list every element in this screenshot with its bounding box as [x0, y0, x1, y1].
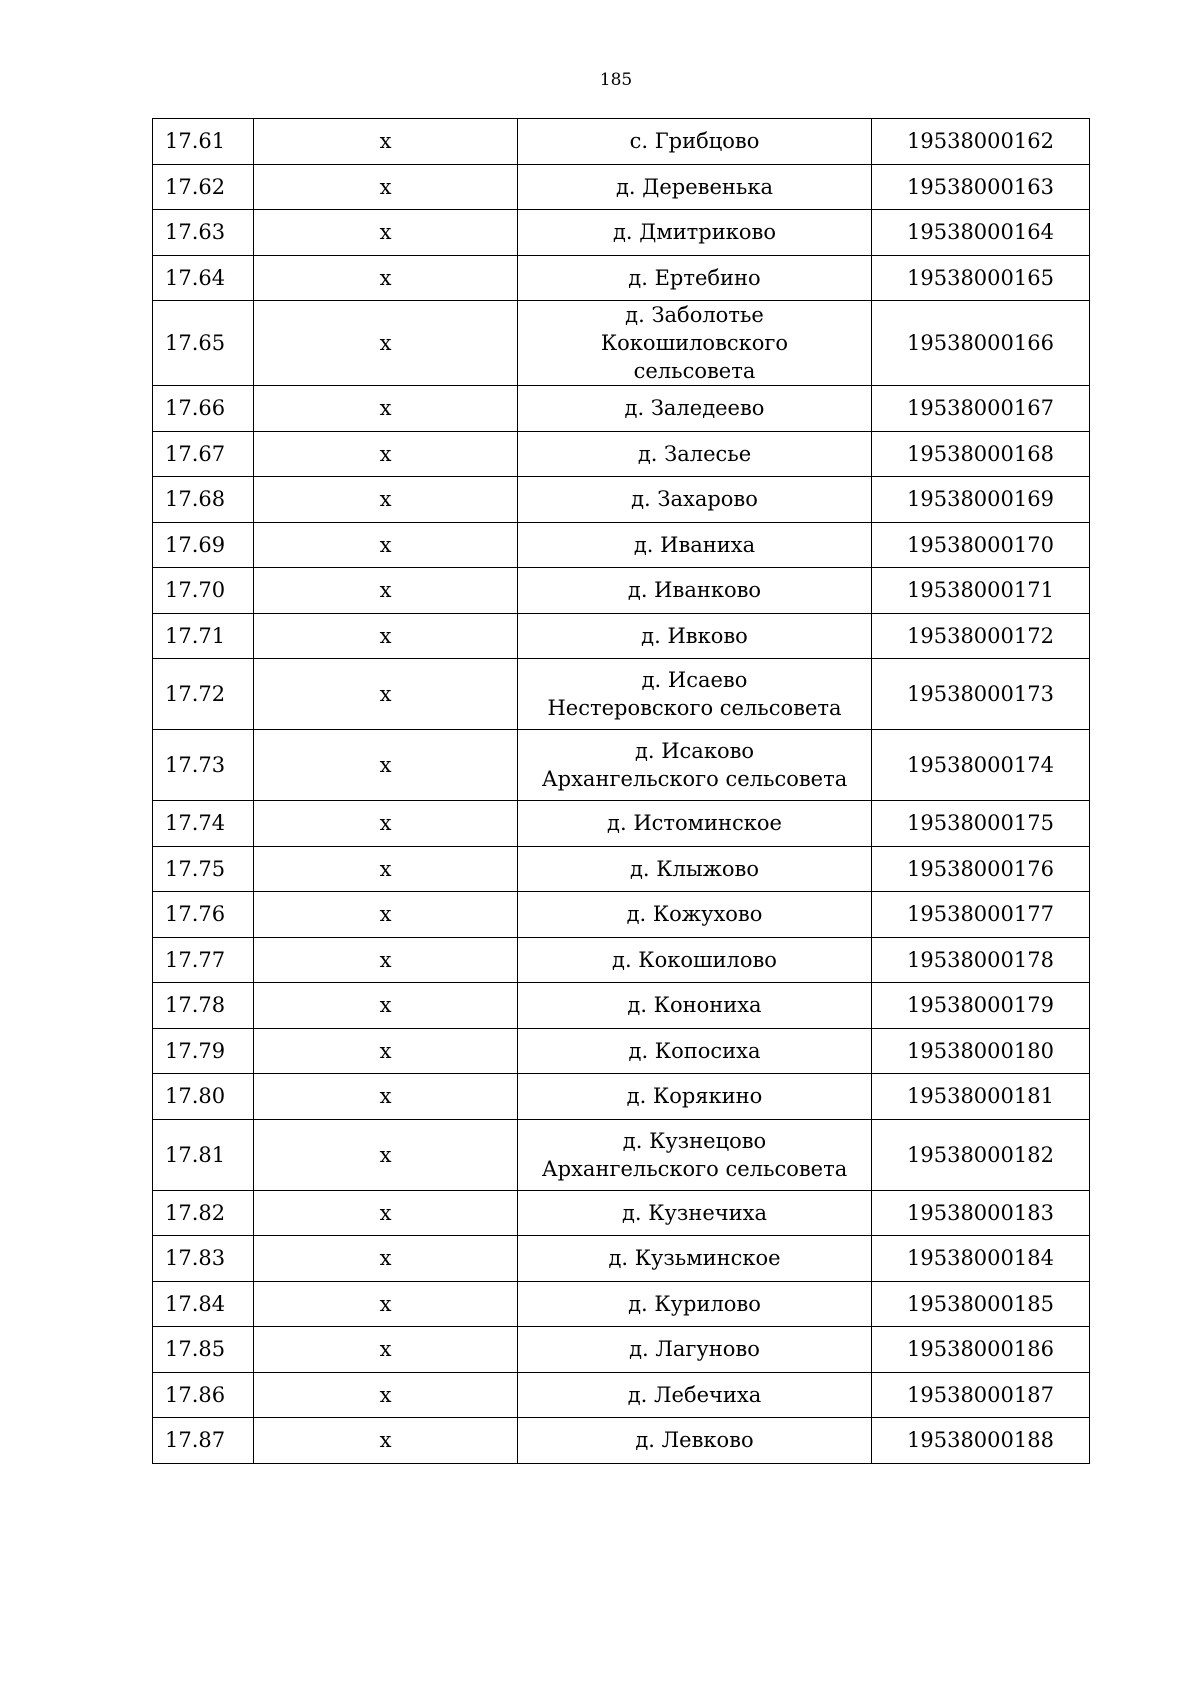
row-number: 17.75: [153, 846, 254, 892]
settlement-name: [518, 164, 872, 210]
table-row: [153, 892, 1090, 938]
settlement-code: 19538000184: [872, 1236, 1090, 1282]
table-body: [153, 119, 1090, 1464]
table-row: [153, 164, 1090, 210]
table-row: [153, 937, 1090, 983]
settlements-table: [152, 118, 1090, 1464]
settlement-name-line: д. Заледеево: [624, 396, 765, 421]
table-row: [153, 1236, 1090, 1282]
row-number: 17.85: [153, 1327, 254, 1373]
settlement-code: 19538000175: [872, 801, 1090, 847]
settlement-code: 19538000169: [872, 477, 1090, 523]
row-number: 17.67: [153, 431, 254, 477]
row-number: 17.72: [153, 659, 254, 730]
settlement-name-line: д. Лебечиха: [627, 1382, 762, 1407]
page-number: 185: [599, 70, 633, 90]
table-row: [153, 1074, 1090, 1120]
table-row: [153, 386, 1090, 432]
settlement-name: [518, 846, 872, 892]
settlement-name: [518, 477, 872, 523]
row-mark: х: [254, 301, 518, 386]
settlement-name-line: д. Деревенька: [616, 174, 773, 199]
row-mark: х: [254, 659, 518, 730]
settlement-name-line: д. Курилово: [628, 1291, 761, 1316]
table-row: [153, 1028, 1090, 1074]
settlement-name-line: д. Левково: [635, 1428, 754, 1453]
settlement-name-line: д. Исаково: [634, 739, 755, 763]
row-number: 17.61: [153, 119, 254, 165]
row-mark: х: [254, 730, 518, 801]
settlement-name-line: д. Копосиха: [628, 1038, 761, 1063]
row-number: 17.84: [153, 1281, 254, 1327]
settlement-name: [518, 255, 872, 301]
settlement-name: [518, 613, 872, 659]
settlement-name: [518, 1418, 872, 1464]
settlement-name: [518, 659, 872, 730]
settlement-name-line: сельсовета: [633, 359, 756, 383]
row-number: 17.73: [153, 730, 254, 801]
row-mark: х: [254, 937, 518, 983]
row-mark: х: [254, 801, 518, 847]
settlement-code: 19538000183: [872, 1190, 1090, 1236]
settlement-name-line: д. Заболотье Кокошиловского: [600, 303, 789, 355]
settlement-name-line: д. Кокошилово: [612, 947, 777, 972]
settlement-code: 19538000178: [872, 937, 1090, 983]
table-row: [153, 983, 1090, 1029]
row-mark: х: [254, 983, 518, 1029]
row-mark: х: [254, 613, 518, 659]
table-row: [153, 431, 1090, 477]
row-number: 17.65: [153, 301, 254, 386]
row-mark: х: [254, 1074, 518, 1120]
settlement-code: 19538000170: [872, 522, 1090, 568]
table-row: [153, 1190, 1090, 1236]
row-mark: х: [254, 477, 518, 523]
row-mark: х: [254, 1281, 518, 1327]
settlement-name: [518, 386, 872, 432]
settlement-name-line: д. Кузнецово: [622, 1128, 767, 1153]
row-number: 17.68: [153, 477, 254, 523]
table-row: [153, 846, 1090, 892]
row-number: 17.76: [153, 892, 254, 938]
settlement-name-line: с. Грибцово: [629, 129, 760, 154]
row-mark: х: [254, 568, 518, 614]
settlement-name-line: д. Кузнечиха: [621, 1200, 767, 1225]
row-mark: х: [254, 1418, 518, 1464]
settlement-code: 19538000185: [872, 1281, 1090, 1327]
row-mark: х: [254, 522, 518, 568]
settlement-name: [518, 210, 872, 256]
row-number: 17.86: [153, 1372, 254, 1418]
settlement-name-line: д. Лагуново: [629, 1337, 760, 1362]
settlement-name-line: д. Иванково: [627, 578, 762, 603]
settlement-name: [518, 937, 872, 983]
settlement-name-line: д. Кожухово: [626, 902, 763, 927]
settlement-code: 19538000167: [872, 386, 1090, 432]
row-mark: х: [254, 1119, 518, 1190]
settlement-name-line: д. Иваниха: [633, 532, 756, 557]
table-row: [153, 1327, 1090, 1373]
settlement-name-line: д. Дмитриково: [613, 220, 776, 245]
settlement-code: 19538000171: [872, 568, 1090, 614]
table-row: [153, 522, 1090, 568]
settlement-name: [518, 119, 872, 165]
row-number: 17.62: [153, 164, 254, 210]
settlement-name: [518, 431, 872, 477]
table-row: [153, 1372, 1090, 1418]
settlement-name-line: Архангельского сельсовета: [541, 1156, 848, 1181]
table-row: [153, 1119, 1090, 1190]
table-row: [153, 801, 1090, 847]
row-mark: х: [254, 431, 518, 477]
settlement-name: [518, 301, 872, 386]
row-mark: х: [254, 1372, 518, 1418]
row-mark: х: [254, 1327, 518, 1373]
settlement-name-line: д. Клыжово: [629, 856, 759, 881]
row-number: 17.70: [153, 568, 254, 614]
settlement-name: [518, 1372, 872, 1418]
table-row: [153, 1418, 1090, 1464]
settlement-code: 19538000172: [872, 613, 1090, 659]
table-row: [153, 1281, 1090, 1327]
settlement-code: 19538000176: [872, 846, 1090, 892]
settlement-code: 19538000187: [872, 1372, 1090, 1418]
row-number: 17.78: [153, 983, 254, 1029]
settlement-name-line: д. Залесье: [637, 441, 752, 466]
table-row: [153, 730, 1090, 801]
settlement-name: [518, 801, 872, 847]
settlement-name-line: д. Захарово: [631, 487, 758, 512]
row-mark: х: [254, 892, 518, 938]
row-mark: х: [254, 164, 518, 210]
row-number: 17.77: [153, 937, 254, 983]
row-number: 17.66: [153, 386, 254, 432]
settlement-name: [518, 1119, 872, 1190]
row-mark: х: [254, 1028, 518, 1074]
settlement-name-line: д. Истоминское: [607, 811, 782, 836]
settlement-name-line: д. Кузьминское: [608, 1246, 781, 1271]
settlement-code: 19538000188: [872, 1418, 1090, 1464]
row-number: 17.80: [153, 1074, 254, 1120]
table-row: [153, 301, 1090, 386]
settlement-name: [518, 983, 872, 1029]
row-number: 17.87: [153, 1418, 254, 1464]
row-number: 17.79: [153, 1028, 254, 1074]
table-row: [153, 659, 1090, 730]
row-number: 17.83: [153, 1236, 254, 1282]
row-mark: х: [254, 1236, 518, 1282]
settlement-name: [518, 1074, 872, 1120]
settlement-name: [518, 1028, 872, 1074]
row-number: 17.71: [153, 613, 254, 659]
settlement-name-line: д. Ертебино: [628, 265, 761, 290]
row-mark: х: [254, 846, 518, 892]
row-number: 17.69: [153, 522, 254, 568]
settlement-name-line: д. Ивково: [641, 623, 748, 648]
row-number: 17.64: [153, 255, 254, 301]
row-number: 17.81: [153, 1119, 254, 1190]
table-row: [153, 613, 1090, 659]
settlement-code: 19538000174: [872, 730, 1090, 801]
table-row: [153, 210, 1090, 256]
settlement-name: [518, 730, 872, 801]
settlement-name: [518, 1281, 872, 1327]
settlement-name: [518, 892, 872, 938]
settlement-name: [518, 1190, 872, 1236]
settlement-name: [518, 522, 872, 568]
settlement-name-line: д. Исаево: [641, 668, 748, 692]
row-mark: х: [254, 210, 518, 256]
row-mark: х: [254, 255, 518, 301]
settlement-name-line: д. Корякино: [626, 1084, 763, 1109]
row-number: 17.63: [153, 210, 254, 256]
settlement-code: 19538000163: [872, 164, 1090, 210]
table-row: [153, 255, 1090, 301]
settlement-code: 19538000180: [872, 1028, 1090, 1074]
settlement-name-line: Архангельского сельсовета: [541, 767, 848, 791]
row-mark: х: [254, 386, 518, 432]
settlement-code: 19538000179: [872, 983, 1090, 1029]
settlement-code: 19538000177: [872, 892, 1090, 938]
settlement-code: 19538000165: [872, 255, 1090, 301]
settlement-code: 19538000164: [872, 210, 1090, 256]
row-number: 17.82: [153, 1190, 254, 1236]
table-row: [153, 568, 1090, 614]
settlement-code: 19538000173: [872, 659, 1090, 730]
settlement-name: [518, 568, 872, 614]
settlement-name: [518, 1327, 872, 1373]
settlement-code: 19538000168: [872, 431, 1090, 477]
table-row: [153, 477, 1090, 523]
row-mark: х: [254, 119, 518, 165]
row-mark: х: [254, 1190, 518, 1236]
settlement-code: 19538000182: [872, 1119, 1090, 1190]
settlement-code: 19538000162: [872, 119, 1090, 165]
settlement-code: 19538000166: [872, 301, 1090, 386]
settlement-code: 19538000181: [872, 1074, 1090, 1120]
settlement-code: 19538000186: [872, 1327, 1090, 1373]
row-number: 17.74: [153, 801, 254, 847]
settlement-name-line: д. Конониха: [627, 993, 762, 1018]
table-row: [153, 119, 1090, 165]
settlement-name: [518, 1236, 872, 1282]
settlement-name-line: Нестеровского сельсовета: [547, 696, 842, 720]
